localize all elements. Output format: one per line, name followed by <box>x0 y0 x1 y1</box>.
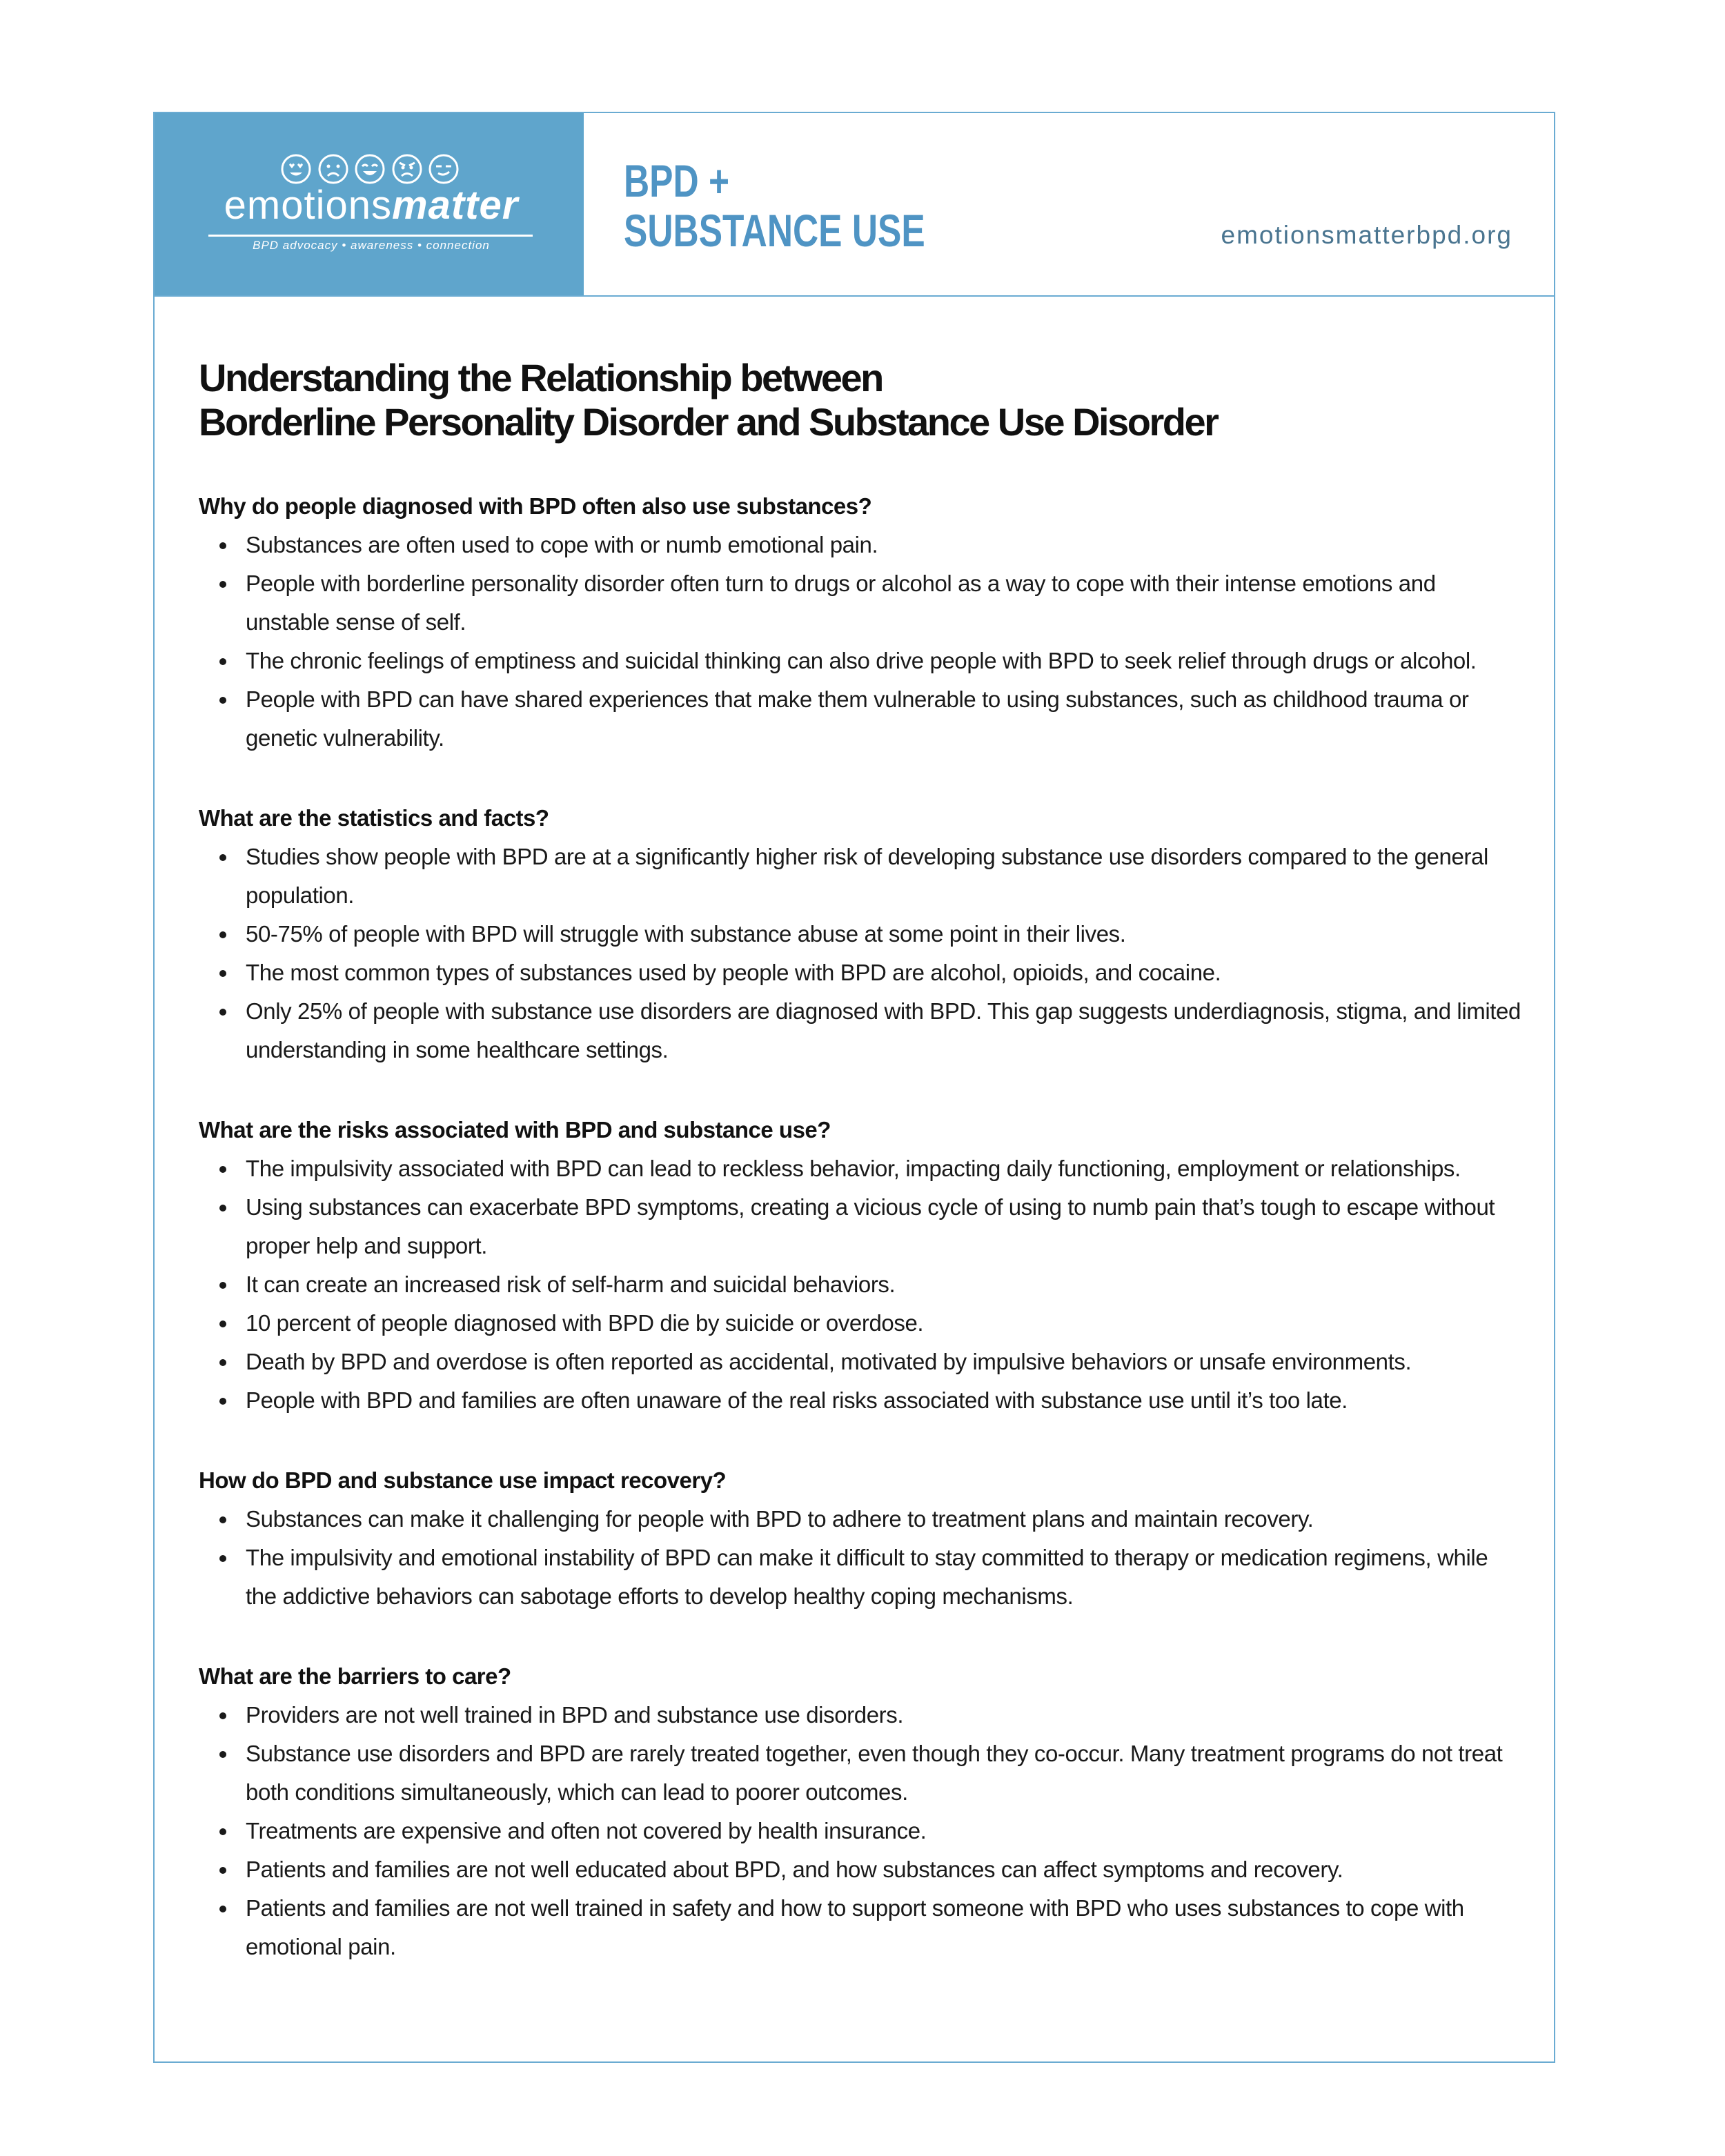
laughing-face-icon <box>354 153 386 185</box>
bullet-list <box>199 1500 1524 1616</box>
angry-face-icon <box>391 153 423 185</box>
bullet-list <box>199 1149 1524 1420</box>
bullet-item: Substance use disorders and BPD are rarely treated together, even though they co-occur. Many treatment programs do not treat both conditions simultaneously, which can lead to poorer outcomes. <box>199 1734 1524 1812</box>
main-heading-line2: Borderline Personality Disorder and Substance Use Disorder <box>199 400 1218 444</box>
bullet-item: Patients and families are not well educated about BPD, and how substances can affect symptoms and recovery. <box>199 1850 1524 1889</box>
bullet-item: Death by BPD and overdose is often reported as accidental, motivated by impulsive behaviors or unsafe environments. <box>199 1343 1524 1381</box>
content-area <box>199 356 1524 1966</box>
bullet-item: The impulsivity associated with BPD can lead to reckless behavior, impacting daily functioning, employment or relationships. <box>199 1149 1524 1188</box>
bullet-item: The most common types of substances used by people with BPD are alcohol, opioids, and cocaine. <box>199 953 1524 992</box>
bullet-item: People with BPD can have shared experiences that make them vulnerable to using substances, such as childhood trauma or genetic vulnerability. <box>199 680 1524 758</box>
faq-section <box>199 1461 1524 1616</box>
main-heading <box>199 356 1524 444</box>
document-title-line1: BPD + <box>624 155 730 206</box>
sad-face-icon <box>317 153 349 185</box>
faq-section <box>199 487 1524 758</box>
logo-divider <box>208 235 533 237</box>
website-link[interactable]: emotionsmatterbpd.org <box>1221 221 1512 249</box>
bullet-item: Only 25% of people with substance use disorders are diagnosed with BPD. This gap suggests underdiagnosis, stigma, and limited understanding in some healthcare settings. <box>199 992 1524 1069</box>
bullet-item: Patients and families are not well trained in safety and how to support someone with BPD who uses substances to cope with emotional pain. <box>199 1889 1524 1966</box>
section-question: What are the statistics and facts? <box>199 805 549 831</box>
bullet-item: Treatments are expensive and often not covered by health insurance. <box>199 1812 1524 1850</box>
section-question: What are the barriers to care? <box>199 1663 511 1689</box>
logo-word-emotions: emotions <box>224 183 393 228</box>
section-question: How do BPD and substance use impact recovery? <box>199 1467 727 1493</box>
main-heading-line1: Understanding the Relationship between <box>199 356 883 399</box>
bullet-list <box>199 838 1524 1069</box>
bullet-item: People with BPD and families are often unaware of the real risks associated with substance use until it’s too late. <box>199 1381 1524 1420</box>
bullet-item: The chronic feelings of emptiness and suicidal thinking can also drive people with BPD to seek relief through drugs or alcohol. <box>199 642 1524 680</box>
bullet-item: Providers are not well trained in BPD and substance use disorders. <box>199 1696 1524 1734</box>
emotions-matter-logo <box>155 113 584 295</box>
faq-section <box>199 799 1524 1069</box>
faq-section <box>199 1657 1524 1966</box>
bullet-item: Studies show people with BPD are at a significantly higher risk of developing substance use disorders compared to the general population. <box>199 838 1524 915</box>
bullet-item: 50-75% of people with BPD will struggle with substance abuse at some point in their lives. <box>199 915 1524 953</box>
section-question: Why do people diagnosed with BPD often also use substances? <box>199 493 872 519</box>
document-title-line2: SUBSTANCE USE <box>624 205 925 256</box>
smirk-face-icon <box>428 153 460 185</box>
bullet-item: The impulsivity and emotional instability of BPD can make it difficult to stay committed to therapy or medication regimens, while the addictive behaviors can sabotage efforts to develop healthy coping mechanisms. <box>199 1539 1524 1616</box>
faq-section <box>199 1111 1524 1420</box>
bullet-item: 10 percent of people diagnosed with BPD die by suicide or overdose. <box>199 1304 1524 1343</box>
bullet-list <box>199 1696 1524 1966</box>
bullet-list <box>199 526 1524 758</box>
heart-eyes-face-icon <box>280 153 312 185</box>
logo-wordmark <box>206 182 537 229</box>
logo-tagline: BPD advocacy • awareness • connection <box>253 239 490 252</box>
bullet-item: Using substances can exacerbate BPD symptoms, creating a vicious cycle of using to numb pain that’s tough to escape without proper help and support. <box>199 1188 1524 1265</box>
bullet-item: Substances can make it challenging for people with BPD to adhere to treatment plans and maintain recovery. <box>199 1500 1524 1539</box>
bullet-item: It can create an increased risk of self-harm and suicidal behaviors. <box>199 1265 1524 1304</box>
header-bar <box>155 113 1554 297</box>
bullet-item: People with borderline personality disorder often turn to drugs or alcohol as a way to cope with their intense emotions and unstable sense of self. <box>199 564 1524 642</box>
logo-word-matter: matter <box>392 183 519 228</box>
document-frame <box>153 112 1555 2063</box>
document-title <box>624 156 1010 255</box>
bullet-item: Substances are often used to cope with or numb emotional pain. <box>199 526 1524 564</box>
section-question: What are the risks associated with BPD and substance use? <box>199 1117 831 1143</box>
